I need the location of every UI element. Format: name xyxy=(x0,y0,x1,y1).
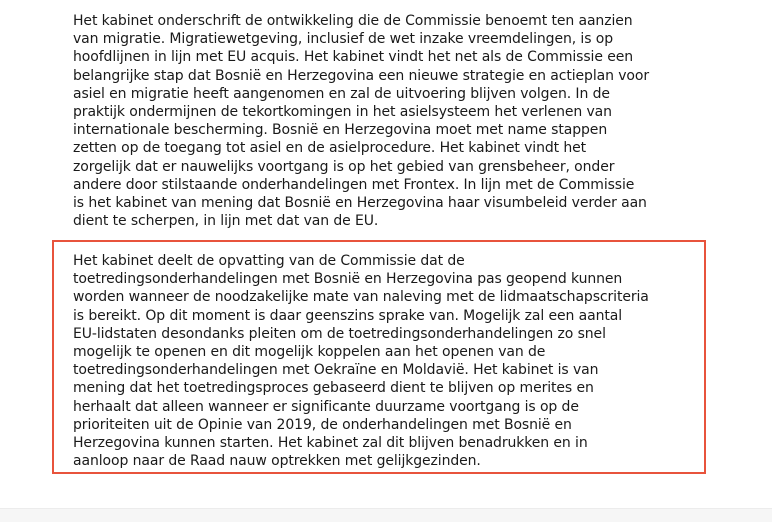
text-line: mogelijk te openen en dit mogelijk koppelen aan het openen van de xyxy=(73,344,546,361)
text-line: zetten op de toegang tot asiel en de asielprocedure. Het kabinet vindt het xyxy=(73,140,587,157)
text-line: worden wanneer de noodzakelijke mate van naleving met de lidmaatschapscriteria xyxy=(73,289,649,306)
text-line: Het kabinet deelt de opvatting van de Commissie dat de xyxy=(73,253,465,269)
text-line: is het kabinet van mening dat Bosnië en Herzegovina haar visumbeleid verder aan xyxy=(73,195,647,212)
text-line: prioriteiten uit de Opinie van 2019, de onderhandelingen met Bosnië en xyxy=(73,416,572,433)
text-line: van migratie. Migratiewetgeving, inclusief de wet inzake vreemdelingen, is op xyxy=(73,31,614,48)
text-line: hoofdlijnen in lijn met EU acquis. Het kabinet vindt het net als de Commissie een xyxy=(73,49,634,66)
text-line: Het kabinet onderschrift de ontwikkeling die de Commissie benoemt ten aanzien xyxy=(73,13,633,29)
text-line: internationale bescherming. Bosnië en Herzegovina moet met name stappen xyxy=(73,122,608,139)
text-line: belangrijke stap dat Bosnië en Herzegovina een nieuwe strategie en actieplan voor xyxy=(73,67,649,84)
paragraph-accession-highlighted xyxy=(73,252,713,470)
text-line: praktijk ondermijnen de tekortkomingen in het asielsysteem het verlenen van xyxy=(73,104,612,121)
page-bottom-edge xyxy=(0,508,772,522)
text-line: herhaalt dat alleen wanneer er significante duurzame voortgang is op de xyxy=(73,398,579,415)
text-line: toetredingsonderhandelingen met Bosnië en Herzegovina pas geopend kunnen xyxy=(73,271,623,288)
text-line: Herzegovina kunnen starten. Het kabinet zal dit blijven benadrukken en in xyxy=(73,435,588,452)
paragraph-migration xyxy=(73,12,713,230)
text-line: toetredingsonderhandelingen met Oekraïne en Moldavië. Het kabinet is van xyxy=(73,362,599,379)
text-line: mening dat het toetredingsproces gebaseerd dient te blijven op merites en xyxy=(73,380,594,397)
text-line: dient te scherpen, in lijn met dat van de EU. xyxy=(73,213,379,230)
text-line: aanloop naar de Raad nauw optrekken met gelijkgezinden. xyxy=(73,453,481,470)
text-line: is bereikt. Op dit moment is daar geenszins sprake van. Mogelijk zal een aantal xyxy=(73,307,623,324)
text-line: zorgelijk dat er nauwelijks voortgang is op het gebied van grensbeheer, onder xyxy=(73,158,615,175)
text-line: andere door stilstaande onderhandelingen met Frontex. In lijn met de Commissie xyxy=(73,176,635,193)
text-line: asiel en migratie heeft aangenomen en zal de uitvoering blijven volgen. In de xyxy=(73,85,610,102)
text-line: EU-lidstaten desondanks pleiten om de toetredingsonderhandelingen zo snel xyxy=(73,325,606,342)
